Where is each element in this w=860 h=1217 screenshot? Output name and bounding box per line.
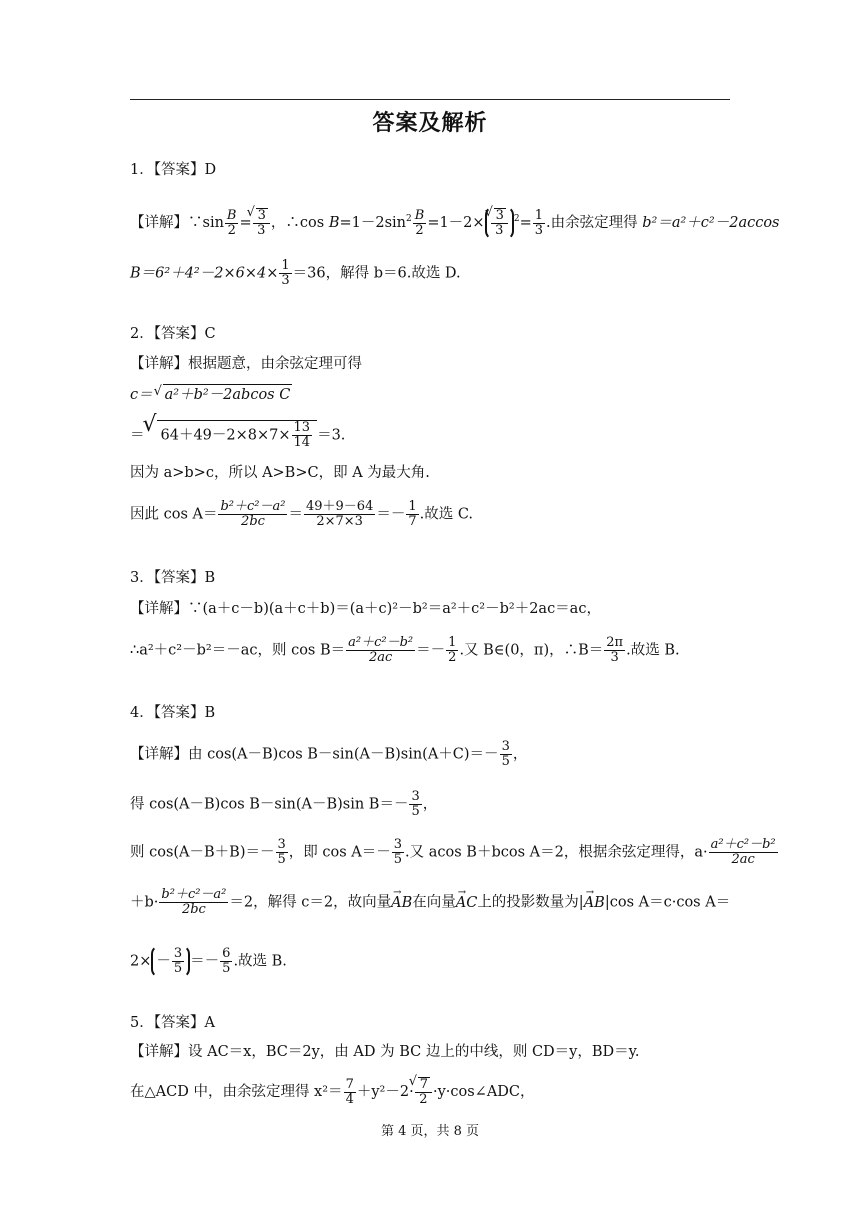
q3-detail-line1: 【详解】∵(a＋c－b)(a＋c＋b)＝(a＋c)²－b²＝a²＋c²－b²＋2ac＝ac， xyxy=(130,601,601,617)
q5-detail-line1: 【详解】设 AC＝x，BC＝2y，由 AD 为 BC 边上的中线，则 CD＝y，BD＝y. xyxy=(130,1044,640,1060)
fraction-sqrt3-over-3: √ $\frac{3}{3}$ xyxy=(253,208,270,238)
q1-detail-line1: 【详解】∵sin $\frac{B}{2}$ = √ $\frac{3}{3}$ ，∴cos $B=1-2\sin^2$ $\frac{B}{2}$ =1－2× √ $\frac{3}{3}$ $^2$= $\frac{1}{3}$ .由余弦定理得 b²＝a²＋c²－2accos xyxy=(130,206,730,240)
q2-c-formula: c＝√ a²＋b²－2abcos C xyxy=(130,384,730,405)
q1-detail-line2: B＝6²＋4²－2×6×4× $\frac{1}{3}$ ＝36，解得 b＝6.故选 D. xyxy=(130,258,461,288)
q5-detail-line2: 在△ACD 中，由余弦定理得 x²＝ $\frac{7}{4}$ ＋y²－2· √ $\frac{7}{2}$ ·y·cos∠ADC， xyxy=(130,1077,730,1107)
q4-detail-line4: ＋b· $\frac{\text{b²＋c²－a²}}{2bc}$ ＝2，解得 c＝2，故向量AB →在向量AC →上的投影数量为|AB →|cos A＝c·cos A＝ xyxy=(130,888,730,917)
q3-answer: 3．【答案】B xyxy=(130,570,216,586)
q2-c-value: ＝√ 64＋49－2×8×7× $\frac{13}{14}$ ＝3. xyxy=(130,420,730,450)
vector-AB: AB → xyxy=(391,893,412,913)
radical: √ 64＋49－2×8×7× $\frac{13}{14}$ xyxy=(157,420,318,450)
q5-answer: 5．【答案】A xyxy=(130,1015,215,1031)
parenthesized-fraction: √ $\frac{3}{3}$ xyxy=(485,206,514,240)
q2-detail: 【详解】根据题意，由余弦定理可得 xyxy=(130,356,362,372)
q4-detail-line3: 则 cos(A－B＋B)＝－ $\frac{3}{5}$ ，即 cos A＝－ $\frac{3}{5}$ .又 acos B＋bcos A＝2，根据余弦定理得，a· $\frac{\text{a²＋c²－b²}}{2ac}$ xyxy=(130,837,776,867)
q4-detail-line5: 2× － $\frac{3}{5}$ ＝－ $\frac{6}{5}$ .故选 B. xyxy=(130,946,287,976)
q2-reasoning: 因为 a>b>c，所以 A>B>C，即 A 为最大角. xyxy=(130,465,430,481)
q1-answer: 1．【答案】D xyxy=(130,162,217,178)
page-footer: 第 4 页，共 8 页 xyxy=(380,1124,480,1139)
vector-AC: AC → xyxy=(456,893,478,913)
q4-answer: 4．【答案】B xyxy=(130,705,216,721)
fraction-B-over-2: $\frac{B}{2}$ xyxy=(226,207,237,238)
q2-answer: 2．【答案】C xyxy=(130,326,216,342)
q4-detail-line1: 【详解】由 cos(A－B)cos B－sin(A－B)sin(A＋C)＝－ $\frac{3}{5}$ ， xyxy=(130,739,528,769)
header-rule xyxy=(130,99,730,100)
q2-cosA: 因此 cos A＝ $\frac{\text{b²＋c²－a²}}{2bc}$ ＝ $\frac{49+9-64}{2\times 7\times 3}$ ＝－ $\frac{1}{7}$ .故选 C. xyxy=(130,499,474,529)
detail-tag: 【详解】 xyxy=(130,215,188,231)
q4-detail-line2: 得 cos(A－B)cos B－sin(A－B)sin B＝－ $\frac{3}{5}$ ， xyxy=(130,789,438,819)
q3-detail-line2: ∴a²＋c²－b²＝－ac，则 cos B＝ $\frac{\text{a²＋c²－b²}}{2ac}$ ＝－ $\frac{1}{2}$ .又 B∈(0，π)，∴B＝ $\frac{2\pi}{3}$ .故选 B. xyxy=(130,635,680,665)
page-title: 答案及解析 xyxy=(372,111,488,136)
